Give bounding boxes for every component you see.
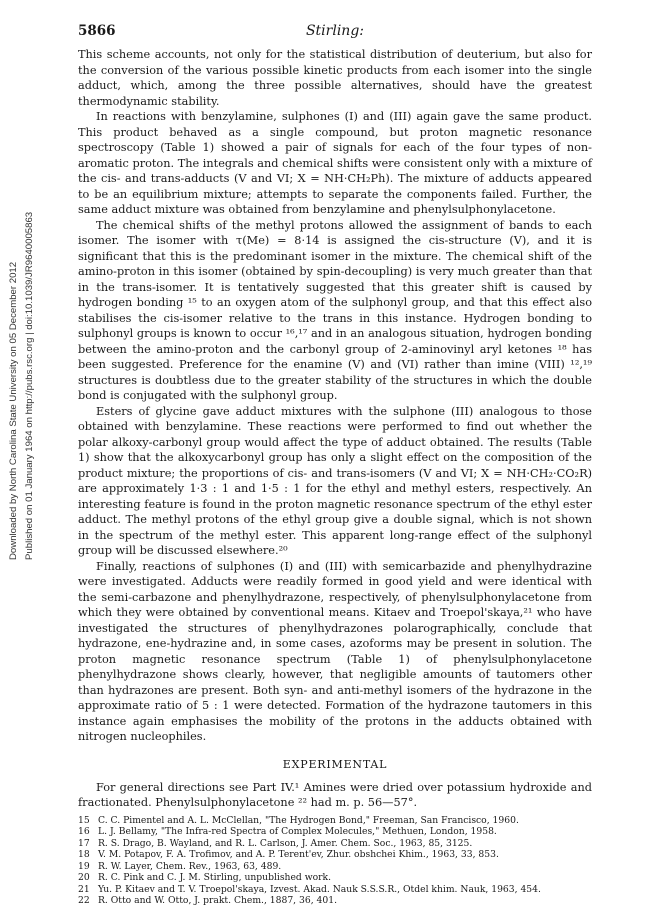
- reference-item: [78, 872, 592, 884]
- reference-number: 16: [78, 826, 90, 837]
- paragraph: In reactions with benzylamine, sulphones (I) and (III) again gave the same product. This product behaved as a single compound, but proton magnetic resonance spectroscopy (Table 1) showed a pair of signals for each of the four types of non-aromatic proton. The integrals and chemical shifts were consistent only with a mixture of the cis- and trans-adducts (V and VI; X = NH·CH₂Ph). The mixture of adducts appeared to be an equilibrium mixture; attempts to separate the components failed. Further, the same adduct mixture was obtained from benzylamine and phenylsulphonylacetone.: [78, 110, 592, 216]
- reference-text: V. M. Potapov, F. A. Trofimov, and A. P. Terent'ev, Zhur. obshchei Khim., 1963, 33, 853.: [98, 849, 499, 860]
- reference-number: 21: [78, 883, 90, 895]
- references: [78, 815, 592, 907]
- reference-item: [78, 884, 592, 896]
- reference-item: [78, 815, 592, 827]
- reference-text: R. S. Drago, B. Wayland, and R. L. Carlson, J. Amer. Chem. Soc., 1963, 85, 3125.: [98, 837, 473, 849]
- reference-text: L. J. Bellamy, "The Infra-red Spectra of Complex Molecules," Methuen, London, 1958.: [98, 826, 497, 837]
- reference-item: [78, 861, 592, 873]
- reference-text: R. Otto and W. Otto, J. prakt. Chem., 1887, 36, 401.: [98, 895, 338, 906]
- page-number: 5866: [78, 23, 116, 39]
- page-header: [78, 23, 592, 47]
- download-watermark: [6, 190, 40, 560]
- reference-item: [78, 849, 592, 861]
- paragraph: Esters of glycine gave adduct mixtures with the sulphone (III) analogous to those obtained with benzylamine. These reactions were performed to find out whether the polar alkoxy-carbonyl group would affect the type of adduct obtained. The results (Table 1) show that the alkoxycarbonyl group has only a slight effect on the composition of the product mixture; the proportions of cis- and trans-isomers (V and VI; X = NH·CH₂·CO₂R) are approximately 1·3 : 1 and 1·5 : 1 for the ethyl and methyl esters, respectively. An interesting feature is found in the proton magnetic resonance spectrum of the ethyl ester adduct. The methyl protons of the ethyl group give a double signal, which is not shown in the spectrum of the methyl ester. This apparent long-range effect of the sulphonyl group will be discussed elsewhere.²⁰: [78, 404, 592, 557]
- reference-text: R. C. Pink and C. J. M. Stirling, unpublished work.: [98, 872, 331, 883]
- paragraph: This scheme accounts, not only for the statistical distribution of deuterium, but also for the conversion of the various possible kinetic products from each isomer into the single adduct, which, among the three possible alternatives, should have the greatest thermodynamic stability.: [78, 48, 592, 108]
- reference-number: 15: [78, 814, 90, 826]
- download-notice: Downloaded by North Carolina State University on 05 December 2012: [8, 261, 19, 560]
- section-heading: EXPERIMENTAL: [282, 757, 388, 771]
- reference-text: Yu. P. Kitaev and T. V. Troepol'skaya, Izvest. Akad. Nauk S.S.S.R., Otdel khim. Nauk, 1963, 454.: [98, 883, 541, 895]
- article-body: [78, 47, 592, 811]
- page: [78, 23, 592, 907]
- reference-text: C. C. Pimentel and A. L. McClellan, "The Hydrogen Bond," Freeman, San Francisco, 1960.: [98, 814, 519, 826]
- reference-number: 22: [78, 895, 90, 906]
- reference-number: 17: [78, 837, 90, 849]
- experimental-paragraph: For general directions see Part IV.¹ Amines were dried over potassium hydroxide and fractionated. Phenylsulphonylacetone ²² had m. p. 56—57°.: [78, 780, 592, 809]
- reference-number: 20: [78, 872, 90, 883]
- paragraph: The chemical shifts of the methyl protons allowed the assignment of bands to each isomer. The isomer with τ(Me) = 8·14 is assigned the cis-structure (V), and it is significant that this is the predominant isomer in the mixture. The chemical shift of the amino-proton in this isomer (obtained by spin-decoupling) is very much greater than that in the trans-isomer. It is tentatively suggested that this greater shift is caused by hydrogen bonding ¹⁵ to an oxygen atom of the sulphonyl group, and that this effect also stabilises the cis-isomer relative to the trans in this instance. Hydrogen bonding to sulphonyl groups is known to occur ¹⁶,¹⁷ and in an analogous situation, hydrogen bonding between the amino-proton and the carbonyl group of 2-aminovinyl aryl ketones ¹⁸ has been suggested. Preference for the enamine (V) and (VI) rather than imine (VIII) ¹²,¹⁹ structures is doubtless due to the greater stability of the structures in which the double bond is conjugated with the sulphonyl group.: [78, 218, 592, 402]
- paragraph: Finally, reactions of sulphones (I) and (III) with semicarbazide and phenylhydrazine were investigated. Adducts were readily formed in good yield and were identical with the semi-carbazone and phenylhydrazone, respectively, of phenylsulphonylacetone from which they were obtained by conventional means. Kitaev and Troepol'skaya,²¹ who have investigated the structures of phenylhydrazones polarographically, conclude that hydrazone, ene-hydrazine and, in some cases, azoforms may be present in solution. The proton magnetic resonance spectrum (Table 1) of phenylsulphonylacetone phenylhydrazone shows clearly, however, that negligible amounts of tautomers other than hydrazones are present. Both syn- and anti-methyl isomers of the hydrazone in the approximate ratio of 5 : 1 were detected. Formation of the hydrazone tautomers in this instance again emphasises the mobility of the protons in the adducts obtained with nitrogen nucleophiles.: [78, 559, 592, 743]
- reference-item: [78, 838, 592, 850]
- reference-item: [78, 895, 592, 907]
- reference-number: 19: [78, 860, 90, 872]
- reference-item: [78, 826, 592, 838]
- reference-text: R. W. Layer, Chem. Rev., 1963, 63, 489.: [98, 860, 282, 872]
- reference-number: 18: [78, 849, 90, 860]
- publication-notice: Published on 01 January 1964 on http://pubs.rsc.org | doi:10.1039/JR9640005863: [24, 211, 35, 560]
- running-title: Stirling:: [305, 23, 365, 39]
